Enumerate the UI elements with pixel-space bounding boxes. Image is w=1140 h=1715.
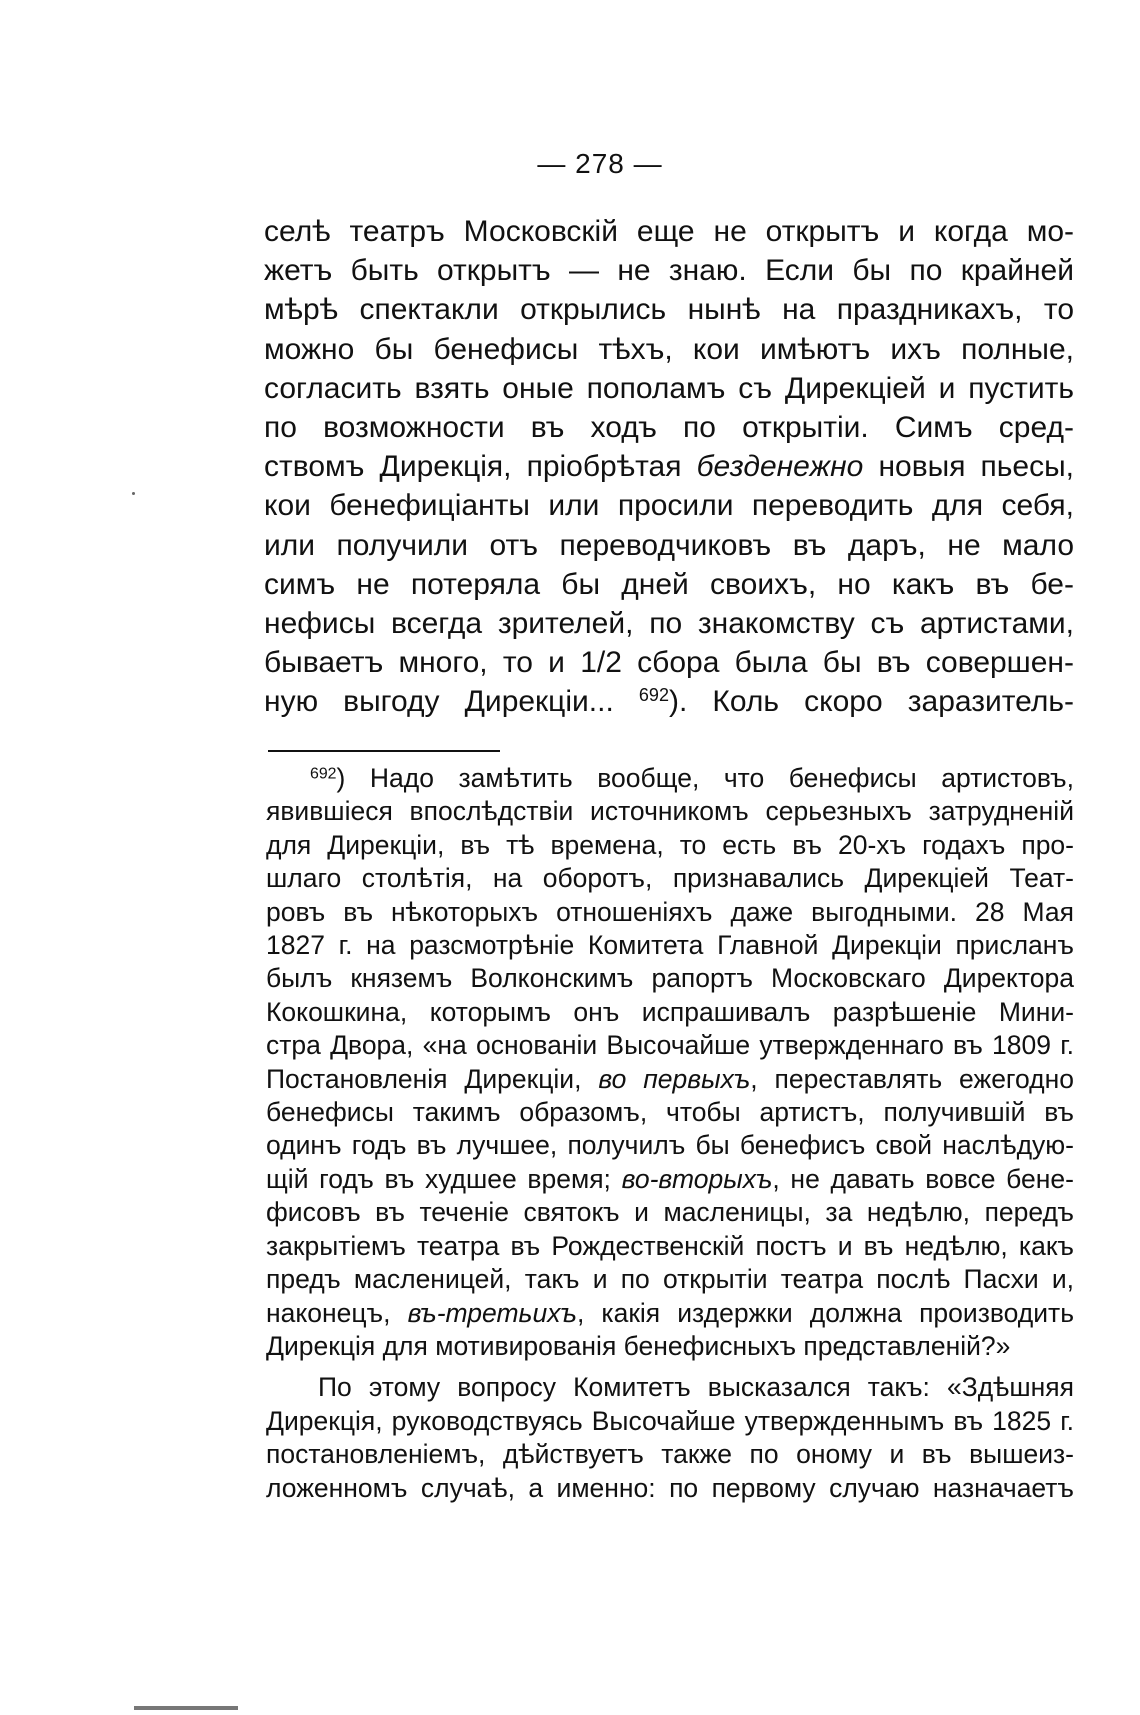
footnote-line	[266, 1063, 1074, 1096]
footnote-line: былъ княземъ Волконскимъ рапортъ Московскаго Директора	[266, 963, 1074, 994]
italic-word: безденежно	[696, 450, 864, 484]
footnote-marker: 692	[310, 765, 337, 783]
footnote-line: 1827 г. на разсмотрѣніе Комитета Главной Дирекціи присланъ	[266, 930, 1074, 961]
paragraph-gap	[266, 1363, 1074, 1371]
footnote-rule	[268, 750, 500, 752]
footnote-line: По этому вопросу Комитетъ высказался такъ: «Здѣшняя	[318, 1372, 1074, 1403]
text-segment: наконецъ,	[266, 1297, 408, 1328]
text-line: по возможности въ ходъ по открытіи. Симъ сред-	[264, 411, 1074, 445]
text-segment: ствомъ Дирекція, пріобрѣтая	[264, 450, 697, 484]
stray-ink-mark	[132, 492, 135, 495]
footnote-line: ложенномъ случаѣ, а именно: по первому случаю назначаетъ	[266, 1472, 1074, 1503]
footnote-line: Дирекція, руководствуясь Высочайше утвержденнымъ въ 1825 г.	[266, 1405, 1074, 1436]
text-segment: бываетъ много, то и	[264, 646, 581, 680]
footnote-line: закрытіемъ театра въ Рождественскій постъ и въ недѣлю, какъ	[266, 1230, 1074, 1261]
text-segment: , не давать вовсе бене-	[772, 1163, 1074, 1194]
text-line: или получили отъ переводчиковъ въ даръ, не мало	[264, 528, 1074, 562]
text-segment: ную выгоду Дирекціи...	[264, 685, 639, 719]
footnote-line	[266, 1163, 1074, 1196]
text-line	[264, 643, 1074, 682]
text-line: можно бы бенефисы тѣхъ, кои имѣютъ ихъ полные,	[264, 332, 1074, 366]
text-segment: ). Коль скоро заразитель-	[668, 685, 1074, 719]
footnote-line: Дирекція для мотивированія бенефисныхъ представленій?»	[266, 1330, 1011, 1361]
text-line: нефисы всегда зрителей, по знакомству съ артистами,	[264, 607, 1074, 641]
text-line: согласить взять оные пополамъ съ Дирекціей и пустить	[264, 371, 1074, 405]
footnote-line: постановленіемъ, дѣйствуетъ также по оному и въ вышеиз-	[266, 1439, 1074, 1470]
text-segment: Постановленія Дирекціи,	[266, 1063, 599, 1094]
text-segment: новыя пьесы,	[863, 450, 1075, 484]
footnote-line: предъ масленицей, такъ и по открытіи театра послѣ Пасхи и,	[266, 1264, 1074, 1295]
italic-phrase: во первыхъ	[598, 1063, 751, 1094]
fraction: 1/2	[580, 646, 622, 680]
footnote-line: одинъ годъ въ лучшее, получилъ бы бенефисъ свой наслѣдую-	[266, 1130, 1074, 1161]
text-segment: щій годъ въ худшее время;	[266, 1163, 622, 1194]
bottom-smudge	[134, 1706, 238, 1710]
page-number: — 278 —	[537, 148, 663, 179]
text-segment: , переставлять ежегодно	[750, 1063, 1075, 1094]
text-line: симъ не потеряла бы дней своихъ, но какъ въ бе-	[264, 567, 1074, 601]
text-line: кои бенефиціанты или просили переводить для себя,	[264, 489, 1074, 523]
footnote-line: шлаго столѣтія, на оборотъ, признавались Дирекціей Теат-	[266, 863, 1074, 894]
footnote	[266, 762, 1074, 1505]
text-segment: , какія издержки должна производить	[576, 1297, 1074, 1328]
text-line	[264, 447, 1074, 486]
italic-phrase: въ-третьихъ	[407, 1297, 577, 1328]
footnote-line: явившіеся впослѣдствіи источникомъ серьезныхъ затрудненій	[266, 796, 1074, 827]
text-line: селѣ театръ Московскій еще не открытъ и когда мо-	[264, 215, 1074, 248]
footnote-ref: 692	[638, 685, 669, 706]
main-text	[264, 212, 1074, 722]
footnote-line: стра Двора, «на основаніи Высочайше утвержденнаго въ 1809 г.	[266, 1030, 1074, 1061]
text-line: жетъ быть открытъ — не знаю. Если бы по крайней	[264, 254, 1074, 288]
text-segment: ) Надо замѣтить вообще, что бенефисы артистовъ,	[336, 763, 1074, 793]
footnote-line: ровъ въ нѣкоторыхъ отношеніяхъ даже выгодными. 28 Мая	[266, 896, 1074, 927]
footnote-line	[266, 762, 1074, 795]
footnote-line: фисовъ въ теченіе святокъ и масленицы, за недѣлю, передъ	[266, 1197, 1074, 1228]
text-segment: сбора была бы въ совершен-	[621, 646, 1074, 680]
text-line: мѣрѣ спектакли открылись нынѣ на праздникахъ, то	[264, 293, 1074, 327]
footnote-line: Кокошкина, которымъ онъ испрашивалъ разрѣшеніе Мини-	[266, 996, 1074, 1027]
footnote-line: для Дирекціи, въ тѣ времена, то есть въ 20-хъ годахъ про-	[266, 829, 1074, 860]
footnote-line	[266, 1297, 1074, 1330]
text-line	[264, 682, 1074, 721]
italic-phrase: во-вторыхъ	[621, 1163, 773, 1194]
footnote-line: бенефисы такимъ образомъ, чтобы артистъ, получившій въ	[266, 1097, 1074, 1128]
